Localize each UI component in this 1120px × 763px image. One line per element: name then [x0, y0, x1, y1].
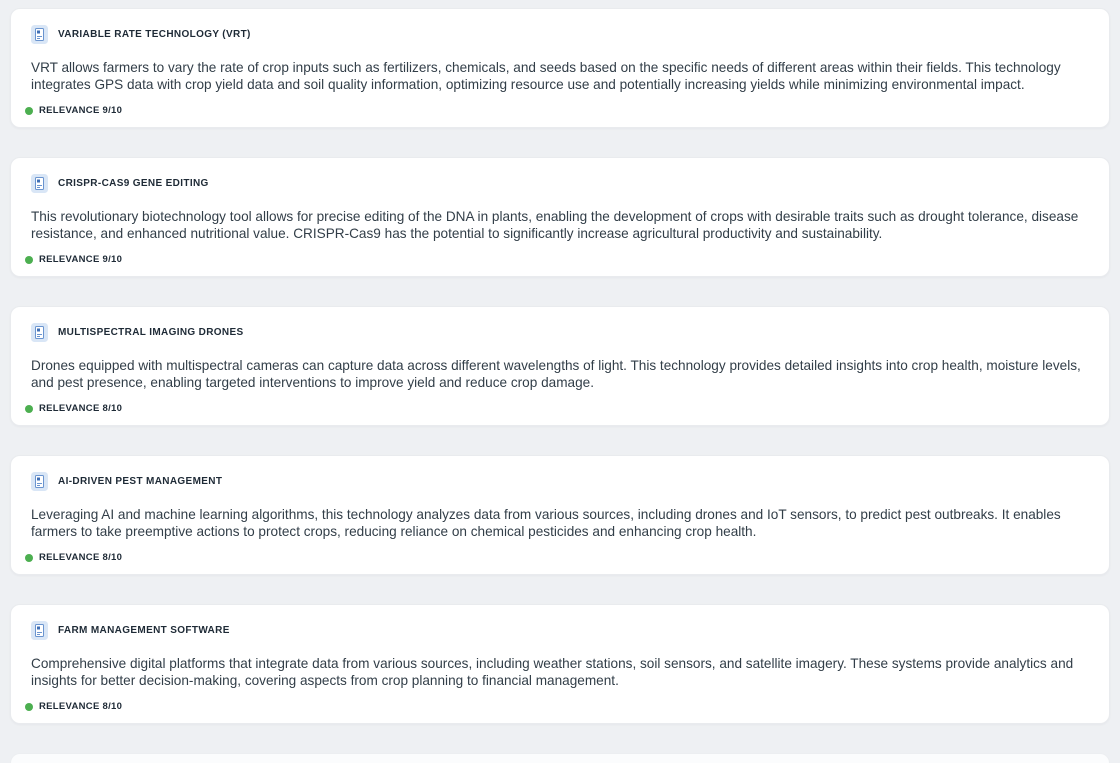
relevance-row — [25, 242, 1089, 265]
relevance-label: RELEVANCE 8/10 — [39, 701, 123, 712]
card-description: VRT allows farmers to vary the rate of crop inputs such as fertilizers, chemicals, and seeds based on the specific needs of different areas within their fields. This technology integrates GPS data with crop yield data and soil quality information, optimizing resource use and potentially increasing yields while minimizing environmental impact. — [31, 60, 1061, 92]
technology-card — [10, 306, 1110, 426]
card-title: VARIABLE RATE TECHNOLOGY (VRT) — [58, 28, 251, 40]
relevance-dot-icon — [25, 107, 33, 115]
card-header — [31, 620, 1089, 640]
card-header — [31, 24, 1089, 44]
document-icon — [31, 323, 48, 342]
card-description: Comprehensive digital platforms that integrate data from various sources, including weather stations, soil sensors, and satellite imagery. These systems provide analytics and insights for better decision-making, covering aspects from crop planning to financial management. — [31, 656, 1074, 688]
document-icon — [31, 621, 48, 640]
technology-card — [10, 604, 1110, 724]
card-header — [31, 471, 1089, 491]
relevance-label: RELEVANCE 9/10 — [39, 254, 123, 265]
card-title: CRISPR-CAS9 GENE EDITING — [58, 177, 209, 189]
relevance-dot-icon — [25, 405, 33, 413]
relevance-row — [25, 93, 1089, 116]
relevance-dot-icon — [25, 554, 33, 562]
relevance-label: RELEVANCE 8/10 — [39, 403, 123, 414]
document-icon — [31, 174, 48, 193]
card-description: Leveraging AI and machine learning algorithms, this technology analyzes data from various sources, including drones and IoT sensors, to predict pest outbreaks. It enables farmers to take preemptive actions to protect crops, reducing reliance on chemical pesticides and enhancing crop health. — [31, 507, 1061, 539]
card-description: Drones equipped with multispectral cameras can capture data across different wavelengths of light. This technology provides detailed insights into crop health, moisture levels, and pest presence, enabling targeted interventions to improve yield and reduce crop damage. — [31, 358, 1081, 390]
relevance-dot-icon — [25, 703, 33, 711]
document-icon — [31, 25, 48, 44]
card-description: This revolutionary biotechnology tool allows for precise editing of the DNA in plants, enabling the development of crops with desirable traits such as drought tolerance, disease resistance, and enhanced nutritional value. CRISPR-Cas9 has the potential to significantly increase agricultural productivity and sustainability. — [31, 209, 1079, 241]
technology-card — [10, 8, 1110, 128]
relevance-row — [25, 689, 1089, 712]
next-card-partial — [10, 753, 1110, 763]
card-header — [31, 322, 1089, 342]
card-header — [31, 173, 1089, 193]
relevance-row — [25, 540, 1089, 563]
relevance-row — [25, 391, 1089, 414]
relevance-label: RELEVANCE 8/10 — [39, 552, 123, 563]
card-title: MULTISPECTRAL IMAGING DRONES — [58, 326, 244, 338]
card-title: AI-DRIVEN PEST MANAGEMENT — [58, 475, 223, 487]
card-title: FARM MANAGEMENT SOFTWARE — [58, 624, 230, 636]
relevance-dot-icon — [25, 256, 33, 264]
relevance-label: RELEVANCE 9/10 — [39, 105, 123, 116]
technology-card — [10, 157, 1110, 277]
technology-card — [10, 455, 1110, 575]
document-icon — [31, 472, 48, 491]
